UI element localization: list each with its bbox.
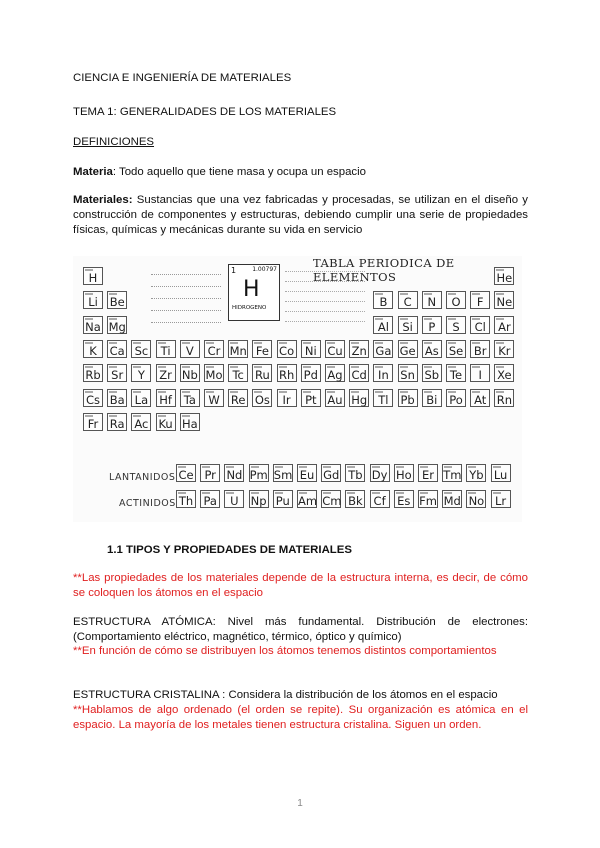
element-symbol: P — [428, 319, 436, 334]
materia-term: Materia — [73, 166, 113, 178]
element-cell — [325, 389, 345, 407]
element-cell — [83, 389, 103, 407]
element-symbol: Am — [298, 494, 318, 508]
element-cell — [224, 490, 244, 508]
element-cell — [200, 464, 220, 482]
element-symbol: Pb — [400, 392, 415, 407]
element-cell — [180, 389, 200, 407]
legend-symbol: H — [243, 277, 260, 302]
element-cell — [345, 464, 365, 482]
element-symbol: Si — [402, 319, 413, 334]
element-cell — [200, 490, 220, 508]
element-cell — [349, 340, 369, 358]
element-cell — [442, 464, 462, 482]
materiales-definition — [73, 193, 528, 238]
element-cell — [83, 340, 103, 358]
note-internal-structure: **Las propiedades de los materiales depende de la estructura interna, es decir, de cómo se coloquen los átomos en el espacio — [73, 572, 528, 599]
element-cell — [297, 464, 317, 482]
element-cell — [446, 291, 466, 309]
element-symbol: Cu — [327, 343, 343, 358]
element-symbol: Sm — [273, 468, 293, 482]
element-symbol: Nb — [181, 368, 198, 383]
element-symbol: Pt — [305, 392, 317, 407]
element-symbol: U — [230, 494, 239, 508]
page-number: 1 — [297, 798, 303, 809]
element-symbol: Br — [473, 343, 487, 358]
element-symbol: V — [185, 343, 194, 358]
element-symbol: S — [452, 319, 460, 334]
element-cell — [373, 291, 393, 309]
element-symbol: Sb — [424, 368, 440, 383]
element-symbol: Ir — [282, 392, 291, 407]
element-cell — [373, 389, 393, 407]
element-symbol: Rh — [278, 368, 295, 383]
element-cell — [273, 490, 293, 508]
crystal-structure-line: ESTRUCTURA CRISTALINA : Considera la distribución de los átomos en el espacio — [73, 689, 498, 701]
element-symbol: Cf — [373, 494, 386, 508]
element-symbol: F — [476, 295, 484, 310]
element-symbol: Ha — [181, 416, 198, 431]
element-symbol: W — [208, 392, 220, 407]
element-cell — [321, 490, 341, 508]
element-cell — [466, 464, 486, 482]
element-symbol: Zn — [351, 343, 367, 358]
element-cell — [349, 389, 369, 407]
element-cell — [107, 413, 127, 431]
element-cell — [494, 364, 514, 382]
element-symbol: Be — [109, 295, 125, 310]
element-symbol: Xe — [497, 368, 512, 383]
legend-line — [151, 280, 221, 287]
element-cell — [131, 389, 151, 407]
element-cell — [228, 389, 248, 407]
element-cell — [470, 340, 490, 358]
element-cell — [277, 389, 297, 407]
element-symbol: Re — [230, 392, 246, 407]
element-cell — [470, 316, 490, 334]
element-symbol: N — [427, 295, 437, 310]
element-cell — [494, 389, 514, 407]
element-cell — [422, 364, 442, 382]
element-symbol: Zr — [159, 368, 172, 383]
element-symbol: Mo — [205, 368, 223, 383]
element-cell — [107, 389, 127, 407]
element-symbol: Ta — [183, 392, 196, 407]
element-symbol: Yb — [469, 468, 484, 482]
element-symbol: Tb — [348, 468, 363, 482]
element-symbol: Hf — [159, 392, 172, 407]
element-symbol: Pu — [275, 494, 290, 508]
element-symbol: Tc — [232, 368, 244, 383]
element-cell — [107, 316, 127, 334]
element-symbol: Ar — [498, 319, 511, 334]
element-cell — [297, 490, 317, 508]
element-cell — [252, 340, 272, 358]
element-cell — [470, 364, 490, 382]
element-cell — [442, 490, 462, 508]
periodic-table-title: TABLA PERIODICA DE ELEMENTOS — [313, 256, 455, 284]
element-cell — [107, 291, 127, 309]
element-symbol: Ni — [304, 343, 317, 358]
element-cell — [491, 464, 511, 482]
element-symbol: I — [478, 368, 482, 383]
legend-name: HIDROGENO — [232, 305, 267, 311]
element-symbol: Cm — [322, 494, 342, 508]
element-symbol: Fm — [419, 494, 437, 508]
element-cell — [446, 364, 466, 382]
element-cell — [107, 340, 127, 358]
element-cell — [83, 364, 103, 382]
element-symbol: Ra — [109, 416, 125, 431]
element-symbol: B — [379, 295, 388, 310]
note-ordered: **Hablamos de algo ordenado (el orden se repite). Su organización es atómica en el espacio. La mayoría de los metales tienen estructura cristalina. Siguen un orden. — [73, 704, 528, 731]
section-heading: DEFINICIONES — [73, 136, 155, 148]
element-symbol: Fr — [87, 416, 99, 431]
actinides-label: ACTINIDOS — [119, 498, 176, 509]
element-symbol: H — [88, 271, 98, 285]
element-cell — [204, 340, 224, 358]
element-cell — [494, 340, 514, 358]
element-cell — [373, 316, 393, 334]
element-cell — [249, 464, 269, 482]
element-cell — [470, 291, 490, 309]
element-symbol: Tm — [443, 468, 462, 482]
element-cell — [156, 364, 176, 382]
element-symbol: Pd — [303, 368, 318, 383]
element-cell — [252, 389, 272, 407]
element-symbol: La — [134, 392, 149, 407]
element-cell — [422, 389, 442, 407]
element-symbol: Pr — [204, 468, 216, 482]
element-cell — [325, 364, 345, 382]
element-symbol: Es — [397, 494, 411, 508]
element-cell — [398, 316, 418, 334]
element-symbol: Nd — [226, 468, 243, 482]
element-symbol: Ac — [134, 416, 149, 431]
element-symbol: In — [378, 368, 389, 383]
element-cell — [321, 464, 341, 482]
legend-line — [151, 292, 221, 299]
element-cell — [273, 464, 293, 482]
element-symbol: Mn — [229, 343, 247, 358]
element-symbol: O — [451, 295, 461, 310]
element-symbol: Cs — [85, 392, 101, 407]
element-cell — [394, 490, 414, 508]
element-symbol: Po — [449, 392, 463, 407]
element-symbol: Er — [422, 468, 434, 482]
element-symbol: Bi — [426, 392, 438, 407]
element-symbol: K — [89, 343, 97, 358]
element-cell — [131, 340, 151, 358]
element-cell — [277, 340, 297, 358]
element-symbol: Au — [327, 392, 343, 407]
element-cell — [446, 316, 466, 334]
element-symbol: Md — [443, 494, 461, 508]
legend-element-box — [228, 264, 280, 321]
element-symbol: Se — [448, 343, 464, 358]
element-symbol: No — [468, 494, 485, 508]
element-symbol: Cd — [351, 368, 367, 383]
element-cell — [107, 364, 127, 382]
legend-line — [151, 268, 221, 275]
element-cell — [422, 316, 442, 334]
materiales-text: Sustancias que una vez fabricadas y procesadas, se utilizan en el diseño y construcción de componentes y estructuras, debiendo cumplir una serie de propiedades físicas, químicas y mecánicas durante su vida en servicio — [73, 194, 528, 236]
element-symbol: Ne — [496, 295, 513, 310]
element-symbol: Rb — [85, 368, 101, 383]
element-symbol: He — [496, 271, 513, 285]
element-cell — [398, 364, 418, 382]
element-symbol: Co — [279, 343, 295, 358]
topic-title: TEMA 1: GENERALIDADES DE LOS MATERIALES — [73, 106, 337, 118]
element-symbol: Sc — [134, 343, 149, 358]
element-symbol: Lu — [493, 468, 508, 482]
element-cell — [301, 340, 321, 358]
element-symbol: Sn — [400, 368, 415, 383]
element-symbol: Kr — [498, 343, 511, 358]
element-cell — [301, 364, 321, 382]
element-cell — [180, 340, 200, 358]
element-cell — [156, 340, 176, 358]
element-cell — [422, 291, 442, 309]
element-symbol: As — [424, 343, 439, 358]
element-cell — [398, 291, 418, 309]
element-symbol: Ba — [109, 392, 125, 407]
element-cell — [491, 490, 511, 508]
element-cell — [156, 413, 176, 431]
element-cell — [422, 340, 442, 358]
element-symbol: Ce — [178, 468, 194, 482]
element-cell — [370, 490, 390, 508]
legend-notes — [285, 266, 365, 326]
element-cell — [180, 413, 200, 431]
legend-atomic-weight: 1.00797 — [252, 266, 277, 273]
materiales-term: Materiales: — [73, 194, 133, 206]
element-symbol: Dy — [371, 468, 388, 482]
element-cell — [446, 389, 466, 407]
element-symbol: Te — [449, 368, 463, 383]
element-symbol: Sr — [111, 368, 124, 383]
element-symbol: Ca — [109, 343, 125, 358]
element-cell — [466, 490, 486, 508]
element-cell — [83, 316, 103, 334]
element-symbol: Os — [254, 392, 270, 407]
element-cell — [83, 267, 103, 285]
element-cell — [446, 340, 466, 358]
element-symbol: Pa — [203, 494, 217, 508]
element-cell — [204, 364, 224, 382]
element-symbol: Lr — [495, 494, 507, 508]
element-symbol: Li — [88, 295, 98, 310]
element-symbol: Gd — [323, 468, 340, 482]
element-cell — [176, 490, 196, 508]
course-title: CIENCIA E INGENIERÍA DE MATERIALES — [73, 72, 292, 84]
element-symbol: Na — [85, 319, 101, 334]
element-cell — [418, 490, 438, 508]
element-cell — [131, 364, 151, 382]
element-cell — [204, 389, 224, 407]
element-cell — [373, 340, 393, 358]
element-cell — [249, 490, 269, 508]
element-symbol: Ho — [395, 468, 412, 482]
element-cell — [345, 490, 365, 508]
section-1-1-heading: 1.1 TIPOS Y PROPIEDADES DE MATERIALES — [107, 544, 352, 556]
element-symbol: Fe — [255, 343, 269, 358]
element-symbol: Cr — [207, 343, 221, 358]
element-cell — [494, 316, 514, 334]
element-symbol: Mg — [108, 319, 126, 334]
element-cell — [325, 340, 345, 358]
element-symbol: Hg — [351, 392, 368, 407]
element-cell — [83, 291, 103, 309]
element-cell — [252, 364, 272, 382]
element-symbol: Tl — [378, 392, 389, 407]
element-cell — [398, 389, 418, 407]
lanthanides-label: LANTANIDOS — [109, 472, 176, 483]
legend-line — [151, 304, 221, 311]
element-cell — [224, 464, 244, 482]
element-cell — [228, 364, 248, 382]
element-symbol: Pm — [249, 468, 268, 482]
legend-atomic-number: 1 — [231, 266, 237, 275]
periodic-table-figure — [73, 256, 522, 522]
element-symbol: Th — [178, 494, 194, 508]
element-cell — [83, 413, 103, 431]
legend-line — [151, 316, 221, 323]
element-cell — [228, 340, 248, 358]
element-cell — [349, 364, 369, 382]
element-symbol: Al — [377, 319, 389, 334]
element-symbol: Cl — [474, 319, 486, 334]
element-cell — [494, 291, 514, 309]
element-cell — [373, 364, 393, 382]
element-symbol: Ag — [327, 368, 343, 383]
materia-definition — [73, 165, 528, 180]
element-symbol: Ru — [255, 368, 270, 383]
note-distribution: **En función de cómo se distribuyen los átomos tenemos distintos comportamientos — [73, 645, 497, 657]
element-cell — [277, 364, 297, 382]
element-symbol: Eu — [299, 468, 315, 482]
element-cell — [131, 413, 151, 431]
element-cell — [470, 389, 490, 407]
element-symbol: Ga — [375, 343, 392, 358]
element-cell — [398, 340, 418, 358]
element-cell — [176, 464, 196, 482]
element-cell — [370, 464, 390, 482]
element-cell — [301, 389, 321, 407]
element-symbol: Rn — [496, 392, 513, 407]
element-cell — [494, 267, 514, 285]
atomic-structure-line: ESTRUCTURA ATÓMICA: Nivel más fundamental. Distribución de electrones: (Comportamiento eléctrico, magnético, térmico, óptico y químico) — [73, 616, 528, 643]
materia-text: : Todo aquello que tiene masa y ocupa un espacio — [112, 166, 366, 178]
element-symbol: Y — [137, 368, 145, 383]
element-symbol: At — [474, 392, 487, 407]
element-cell — [180, 364, 200, 382]
element-symbol: Ge — [399, 343, 416, 358]
element-symbol: Ti — [160, 343, 171, 358]
element-symbol: C — [403, 295, 412, 310]
element-cell — [394, 464, 414, 482]
element-symbol: Np — [250, 494, 267, 508]
element-symbol: Bk — [348, 494, 363, 508]
element-cell — [418, 464, 438, 482]
element-cell — [156, 389, 176, 407]
element-symbol: Ku — [158, 416, 173, 431]
